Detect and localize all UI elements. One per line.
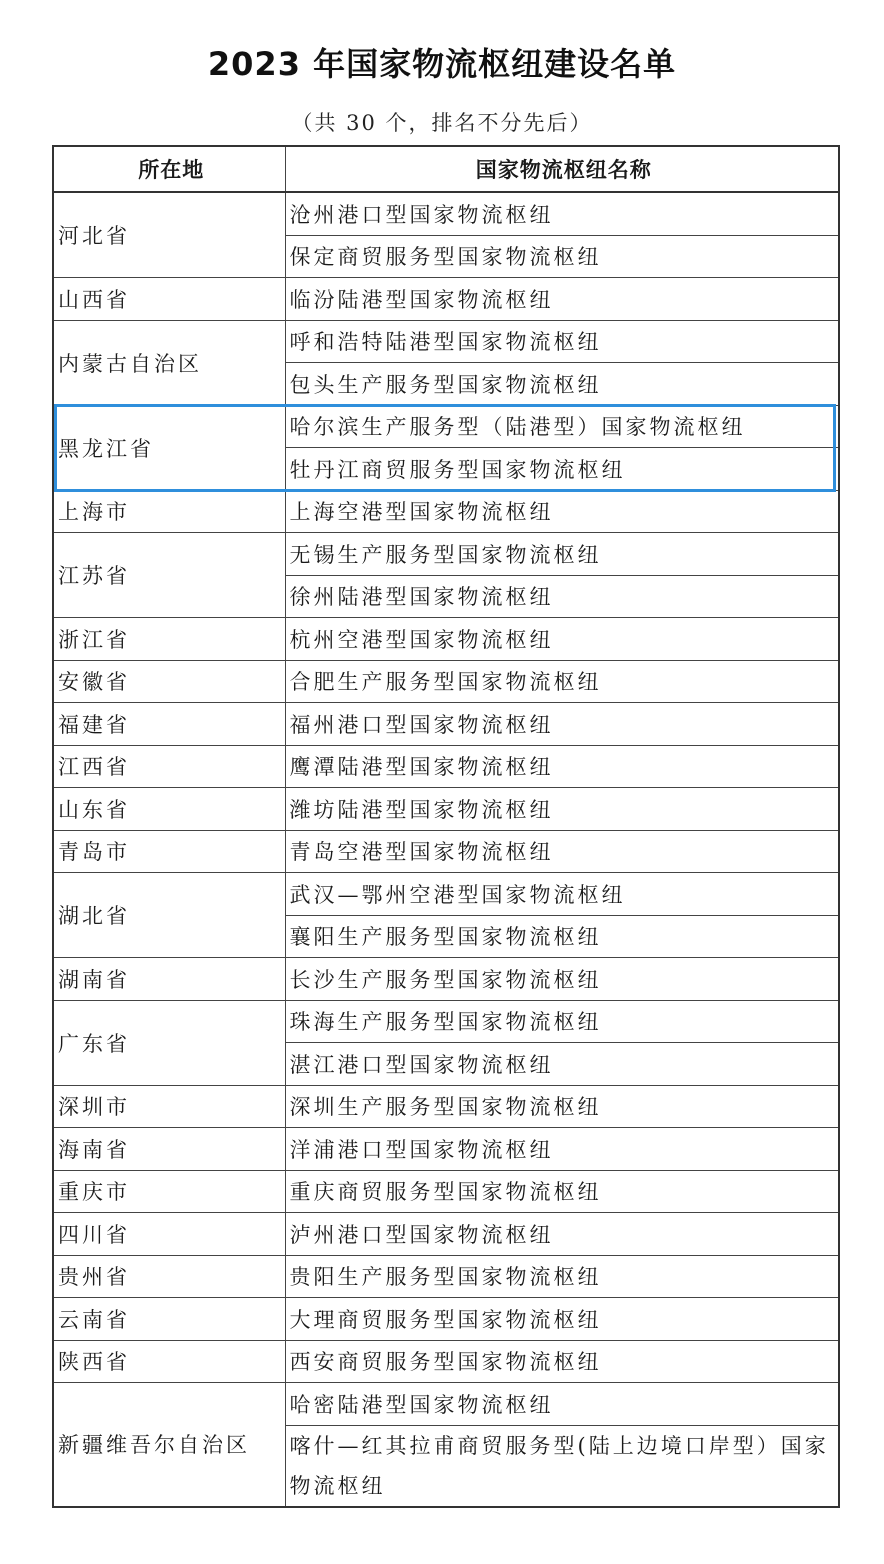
hub-name-cell: 喀什—红其拉甫商贸服务型(陆上边境口岸型）国家物流枢纽: [285, 1425, 839, 1507]
table-row: [53, 533, 839, 576]
table-header-row: [53, 146, 839, 192]
table-row: [53, 1383, 839, 1426]
hub-name-cell: 长沙生产服务型国家物流枢纽: [285, 958, 839, 1001]
hub-name-cell: 武汉—鄂州空港型国家物流枢纽: [285, 873, 839, 916]
hub-name-cell: 湛江港口型国家物流枢纽: [285, 1043, 839, 1086]
table-row: [53, 1000, 839, 1043]
hub-name-cell: 无锡生产服务型国家物流枢纽: [285, 533, 839, 576]
hub-name-cell: 牡丹江商贸服务型国家物流枢纽: [285, 448, 839, 491]
location-cell: 深圳市: [53, 1085, 285, 1128]
column-header-hub-name: 国家物流枢纽名称: [285, 146, 839, 192]
hub-name-cell: 贵阳生产服务型国家物流枢纽: [285, 1255, 839, 1298]
location-cell: 内蒙古自治区: [53, 320, 285, 405]
location-cell: 湖南省: [53, 958, 285, 1001]
table-row: [53, 278, 839, 321]
table-row: [53, 405, 839, 448]
table-row: [53, 1085, 839, 1128]
hub-name-cell: 潍坊陆港型国家物流枢纽: [285, 788, 839, 831]
hub-name-cell: 大理商贸服务型国家物流枢纽: [285, 1298, 839, 1341]
hub-name-cell: 包头生产服务型国家物流枢纽: [285, 363, 839, 406]
location-cell: 青岛市: [53, 830, 285, 873]
hub-name-cell: 哈尔滨生产服务型（陆港型）国家物流枢纽: [285, 405, 839, 448]
hub-name-cell: 青岛空港型国家物流枢纽: [285, 830, 839, 873]
location-cell: 江苏省: [53, 533, 285, 618]
location-cell: 江西省: [53, 745, 285, 788]
table-row: [53, 958, 839, 1001]
hub-name-cell: 徐州陆港型国家物流枢纽: [285, 575, 839, 618]
hub-name-cell: 珠海生产服务型国家物流枢纽: [285, 1000, 839, 1043]
location-cell: 四川省: [53, 1213, 285, 1256]
hub-name-cell: 襄阳生产服务型国家物流枢纽: [285, 915, 839, 958]
hub-name-cell: 洋浦港口型国家物流枢纽: [285, 1128, 839, 1171]
table-row: [53, 703, 839, 746]
hub-name-cell: 呼和浩特陆港型国家物流枢纽: [285, 320, 839, 363]
location-cell: 安徽省: [53, 660, 285, 703]
location-cell: 陕西省: [53, 1340, 285, 1383]
location-cell: 湖北省: [53, 873, 285, 958]
page-subtitle: （共 30 个，排名不分先后）: [291, 111, 593, 135]
hub-name-cell: 杭州空港型国家物流枢纽: [285, 618, 839, 661]
location-cell: 新疆维吾尔自治区: [53, 1383, 285, 1507]
location-cell: 上海市: [53, 490, 285, 533]
table-row: [53, 1255, 839, 1298]
location-cell: 山东省: [53, 788, 285, 831]
table-row: [53, 1298, 839, 1341]
page-title: 2023 年国家物流枢纽建设名单: [207, 45, 677, 83]
hub-list-table: [52, 145, 840, 1508]
location-cell: 福建省: [53, 703, 285, 746]
table-row: [53, 490, 839, 533]
hub-name-cell: 哈密陆港型国家物流枢纽: [285, 1383, 839, 1426]
location-cell: 云南省: [53, 1298, 285, 1341]
table-body: [53, 192, 839, 1507]
table-row: [53, 1340, 839, 1383]
table-row: [53, 1128, 839, 1171]
table-row: [53, 873, 839, 916]
column-header-location: 所在地: [53, 146, 285, 192]
table-row: [53, 1213, 839, 1256]
location-cell: 浙江省: [53, 618, 285, 661]
location-cell: 重庆市: [53, 1170, 285, 1213]
table-row: [53, 1170, 839, 1213]
location-cell: 海南省: [53, 1128, 285, 1171]
location-cell: 河北省: [53, 192, 285, 278]
hub-name-cell: 临汾陆港型国家物流枢纽: [285, 278, 839, 321]
hub-name-cell: 福州港口型国家物流枢纽: [285, 703, 839, 746]
hub-name-cell: 鹰潭陆港型国家物流枢纽: [285, 745, 839, 788]
location-cell: 广东省: [53, 1000, 285, 1085]
table-row: [53, 745, 839, 788]
table-row: [53, 618, 839, 661]
location-cell: 黑龙江省: [53, 405, 285, 490]
hub-name-cell: 上海空港型国家物流枢纽: [285, 490, 839, 533]
hub-name-cell: 合肥生产服务型国家物流枢纽: [285, 660, 839, 703]
location-cell: 贵州省: [53, 1255, 285, 1298]
hub-name-cell: 西安商贸服务型国家物流枢纽: [285, 1340, 839, 1383]
table-row: [53, 320, 839, 363]
hub-name-cell: 泸州港口型国家物流枢纽: [285, 1213, 839, 1256]
table-row: [53, 788, 839, 831]
hub-name-cell: 保定商贸服务型国家物流枢纽: [285, 235, 839, 278]
hub-name-cell: 深圳生产服务型国家物流枢纽: [285, 1085, 839, 1128]
table-row: [53, 830, 839, 873]
hub-name-cell: 重庆商贸服务型国家物流枢纽: [285, 1170, 839, 1213]
location-cell: 山西省: [53, 278, 285, 321]
hub-name-cell: 沧州港口型国家物流枢纽: [285, 192, 839, 235]
table-row: [53, 192, 839, 235]
table-row: [53, 660, 839, 703]
